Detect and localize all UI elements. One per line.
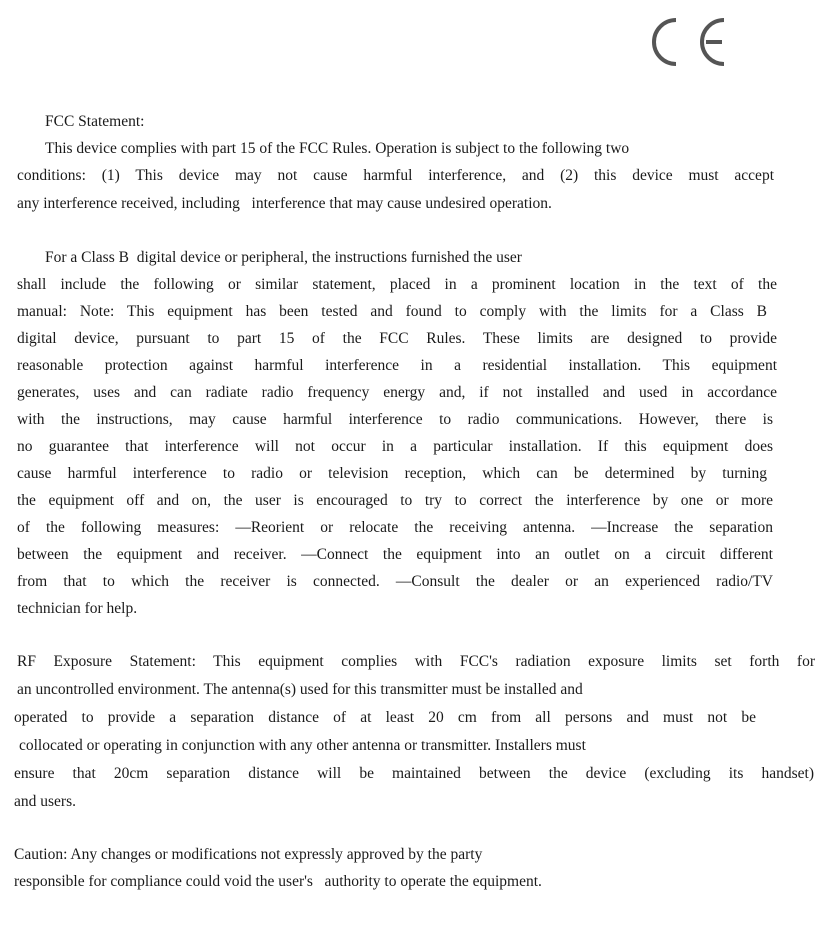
class-b-line: from that to which the receiver is connected. —Consult the dealer or an experienced radio/TV (17, 573, 773, 590)
class-b-line: with the instructions, may cause harmful interference to radio communications. However, there is (17, 411, 773, 428)
rf-line: ensure that 20cm separation distance will be maintained between the device (excluding its handset) (14, 765, 814, 782)
class-b-line: technician for help. (17, 600, 138, 617)
rf-line: RF Exposure Statement: This equipment complies with FCC's radiation exposure limits set forth for (17, 653, 815, 670)
rf-line: an uncontrolled environment. The antenna(s) used for this transmitter must be installed and (17, 681, 583, 698)
class-b-line: digital device, pursuant to part 15 of the FCC Rules. These limits are designed to provide (17, 330, 777, 347)
fcc-line: This device complies with part 15 of the FCC Rules. Operation is subject to the following two (45, 140, 630, 157)
fcc-statement-heading: FCC Statement: (45, 113, 145, 130)
class-b-line: cause harmful interference to radio or television reception, which can be determined by turning (17, 465, 767, 482)
rf-line: collocated or operating in conjunction with any other antenna or transmitter. Installers must (19, 737, 586, 754)
class-b-line: no guarantee that interference will not occur in a particular installation. If this equipment does (17, 438, 773, 455)
rf-line: operated to provide a separation distance of at least 20 cm from all persons and must not be (14, 709, 756, 726)
fcc-line: any interference received, including interference that may cause undesired operation. (17, 195, 552, 212)
class-b-line: shall include the following or similar statement, placed in a prominent location in the text of the (17, 276, 777, 293)
class-b-line: between the equipment and receiver. —Connect the equipment into an outlet on a circuit different (17, 546, 773, 563)
class-b-line: For a Class B digital device or peripheral, the instructions furnished the user (45, 249, 522, 266)
rf-line: and users. (14, 793, 76, 810)
caution-line: Caution: Any changes or modifications not expressly approved by the party (14, 846, 483, 863)
class-b-line: reasonable protection against harmful interference in a residential installation. This equipment (17, 357, 777, 374)
ce-mark-icon (650, 14, 740, 70)
class-b-line: manual: Note: This equipment has been tested and found to comply with the limits for a Class B (17, 303, 767, 320)
class-b-line: generates, uses and can radiate radio frequency energy and, if not installed and used in accordance (17, 384, 777, 401)
class-b-line: the equipment off and on, the user is encouraged to try to correct the interference by one or more (17, 492, 773, 509)
caution-line: responsible for compliance could void the user's authority to operate the equipment. (14, 873, 542, 890)
class-b-line: of the following measures: —Reorient or relocate the receiving antenna. —Increase the separation (17, 519, 773, 536)
fcc-line: conditions: (1) This device may not cause harmful interference, and (2) this device must accept (17, 167, 774, 184)
